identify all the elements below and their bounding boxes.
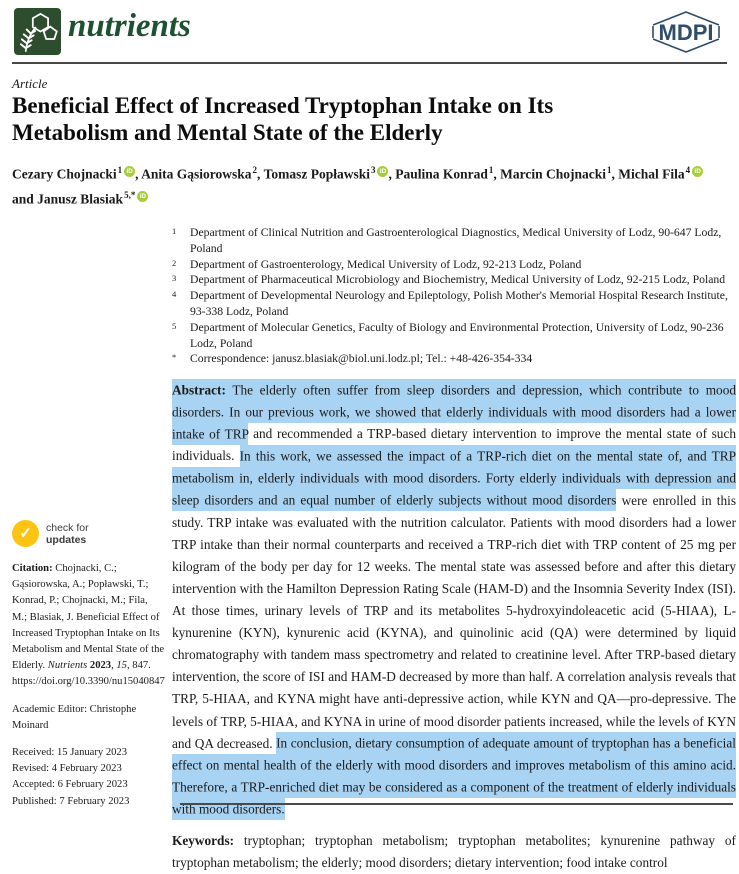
highlighted-text-segment: In this work, we assessed the impact of a TRP-rich diet on the mental state of, and TRP metabolism in, elderly individuals with mood disorders. Forty elderly individuals with depression and sleep disorders and an equal number of elderly subjects without mood disorders <box>172 445 736 511</box>
keywords-label: Keywords: <box>172 833 235 849</box>
article-type-label: Article <box>12 76 48 91</box>
author-affiliation-sup: 3 <box>370 165 376 175</box>
author-affiliation-sup: 4 <box>685 165 691 175</box>
author-affiliation-sup: 2 <box>252 165 258 175</box>
date-line: Revised: 4 February 2023 <box>12 763 122 775</box>
date-line: Received: 15 January 2023 <box>12 747 128 759</box>
affiliation-text: Department of Molecular Genetics, Faculty of Biology and Environmental Protection, University of Lodz, 90-236 Lodz, Poland <box>190 320 724 350</box>
highlighted-text-segment: In conclusion, dietary consumption of adequate amount of tryptophan has a beneficial effect on mental health of the elderly with mood disorders and improves metabolism of this amino acid. Therefore, a TRP-enriched diet may be considered as a component of the treatment of elderly individuals with mood disorders. <box>172 732 736 820</box>
affiliation-text: Department of Clinical Nutrition and Gastroenterological Diagnostics, Medical University of Lodz, 90-647 Lodz, Poland <box>190 226 722 255</box>
check-for-updates-badge[interactable] <box>12 520 165 547</box>
keywords-paragraph <box>172 830 736 874</box>
affiliation-text: Department of Pharmaceutical Microbiology and Biochemistry, Medical University of Lodz, 92-215 Lodz, Poland <box>190 273 726 287</box>
author-affiliation-sup: 1 <box>117 165 123 175</box>
affiliation-sup: 2 <box>172 257 177 268</box>
nutrients-logo-icon <box>14 8 61 55</box>
affiliation-text: Department of Gastroenterology, Medical University of Lodz, 92-213 Lodz, Poland <box>190 257 582 271</box>
orcid-icon[interactable]: iD <box>692 166 703 177</box>
affiliation-sup: 5 <box>172 320 177 331</box>
affiliation-sup: * <box>172 352 177 363</box>
dates-block <box>12 745 165 810</box>
author-name: Anita Gąsiorowska <box>141 166 252 182</box>
author-name: Janusz Blasiak <box>37 191 124 206</box>
page-title: Beneficial Effect of Increased Tryptophan Intake on Its Metabolism and Mental State of the Elderly <box>12 93 554 145</box>
abstract-paragraph <box>172 379 736 821</box>
author-affiliation-sup: 1 <box>488 165 494 175</box>
text-segment: 2023 <box>89 660 112 672</box>
author-name: Paulina Konrad <box>395 166 488 182</box>
authors-line: Cezary Chojnacki$^1$ iD , Anita Gąsiorowska$^2$, Tomasz Popławski$^3$ iD , Paulina Konrad$^1$, Marcin Chojnacki$^1$, Michal Fila$^4$ iD and Janusz Blasiak$^{5,*}$ iD <box>12 160 712 209</box>
academic-editor-line: Academic Editor: Christophe Moinard <box>12 703 137 731</box>
mdpi-logo <box>643 6 729 58</box>
text-segment: were enrolled in this study. TRP intake was evaluated with the nutrition calculator. Patients with mood disorders had a lower TRP intake than their normal counterparts and received a TRP-rich diet with TRP content of 25 mg per kilogram of the body per day for 12 weeks. The mental state was assessed before and after this dietary intervention with the Hamilton Depression Rating Scale (HAM-D) and the Insomnia Severity Index (ISI). At those times, urinary levels of TRP and its metabolites 5-hydroxyindoleacetic acid (5-HIAA), L-kynurenine (KYN), kynurenic acid (KYNA), and quinolinic acid (QA) were determined by liquid chromatography with tandem mass spectrometry and related to creatinine level. After TRP-based dietary intervention, the score of ISI and HAM-D decreased by more than half. A correlation analysis reveals that TRP, 5-HIAA, and KYNA might have anti-depressive action, while KYN and QA—pro-depressive. The levels of TRP, 5-HIAA, and KYNA in urine of mood disorder patients increased, while the levels of KYN and QA decreased. <box>172 492 736 751</box>
citation-text <box>12 563 165 687</box>
orcid-icon[interactable]: iD <box>124 166 135 177</box>
affiliation-sup: 4 <box>172 289 177 300</box>
sidebar <box>12 520 165 810</box>
mdpi-wordmark: MDPI <box>658 20 714 45</box>
abstract-label: Abstract: <box>172 379 226 401</box>
header-divider <box>12 62 727 64</box>
author-name: Marcin Chojnacki <box>500 166 607 182</box>
text-segment: Chojnacki, C.; Gąsiorowska, A.; Popławski, T.; Konrad, P.; Chojnacki, M.; Fila, M.; Blasiak, J. Beneficial Effect of Increased Tryptophan Intake on Its Metabolism and Mental State of the Elderly. <box>12 563 165 672</box>
highlighted-text-segment: The elderly often suffer from sleep disorders and depression, which contribute to mood disorders. In our previous work, we showed that elderly individuals with mood disorders had a lower intake of TRP <box>172 379 736 445</box>
affiliation-text: Correspondence: janusz.blasiak@biol.uni.lodz.pl; Tel.: +48-426-354-334 <box>190 352 533 366</box>
affiliation-row <box>172 288 736 320</box>
text-segment: , <box>111 660 117 672</box>
abstract-text <box>172 379 736 821</box>
affiliation-row <box>172 272 736 288</box>
affiliation-row <box>172 257 736 273</box>
text-segment: 15 <box>116 660 127 672</box>
text-segment: and recommended a TRP-based dietary intervention to improve the mental state of such individuals. <box>172 426 736 464</box>
date-line: Published: 7 February 2023 <box>12 795 130 807</box>
orcid-icon[interactable]: iD <box>137 191 148 202</box>
citation-block <box>12 561 165 691</box>
author-name: Cezary Chojnacki <box>12 166 117 182</box>
checkmark-icon: ✓ <box>12 520 39 547</box>
date-line: Accepted: 6 February 2023 <box>12 779 128 791</box>
affiliation-row <box>172 225 736 257</box>
author-affiliation-sup: 1 <box>607 165 612 175</box>
affiliation-sup: 1 <box>172 226 177 236</box>
affiliation-row <box>172 351 736 367</box>
orcid-icon[interactable]: iD <box>377 166 388 177</box>
citation-label: Citation: <box>12 563 53 574</box>
author-affiliation-sup: 5,* <box>124 189 136 200</box>
affiliations-list <box>172 225 736 367</box>
affiliation-sup: 3 <box>172 273 177 284</box>
affiliation-row <box>172 320 736 352</box>
author-name: Tomasz Popławski <box>263 166 370 182</box>
journal-name: nutrients <box>68 8 191 44</box>
keywords-text: tryptophan; tryptophan metabolism; tryptophan metabolites; kynurenine pathway of tryptophan metabolism; the elderly; mood disorders; dietary intervention; food intake control <box>172 833 736 871</box>
author-name: Michal Fila <box>618 166 685 182</box>
check-updates-label: check for updates <box>46 521 89 546</box>
article-meta-column <box>172 225 736 874</box>
text-segment: Nutrients <box>47 660 90 672</box>
text-segment: , 847. https://doi.org/10.3390/nu15040847 <box>12 660 165 688</box>
section-divider <box>180 803 733 805</box>
affiliation-text: Department of Developmental Neurology and Epileptology, Polish Mother's Memorial Hospital Research Institute, 93-338 Lodz, Poland <box>190 289 728 318</box>
